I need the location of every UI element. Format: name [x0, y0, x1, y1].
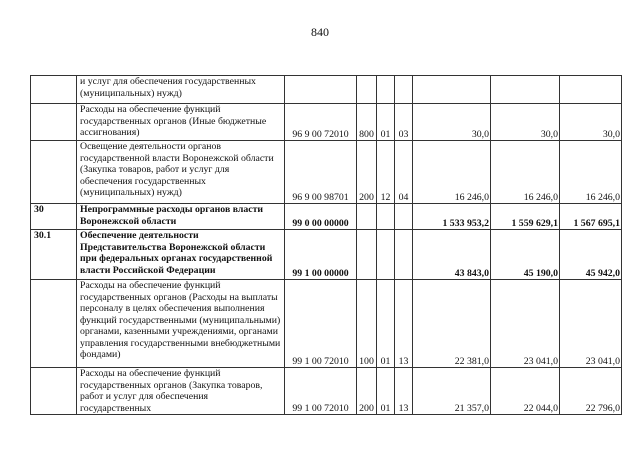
amount-year2-cell — [491, 76, 560, 104]
table-row — [31, 76, 622, 104]
expense-type-cell — [357, 204, 377, 230]
row-number-cell: 30.1 — [31, 230, 77, 280]
table-row — [31, 141, 622, 204]
target-code-cell: 96 9 00 98701 — [285, 141, 357, 204]
row-number-cell — [31, 104, 77, 141]
amount-year3-cell: 16 246,0 — [560, 141, 622, 204]
table-row — [31, 230, 622, 280]
amount-year2-cell: 45 190,0 — [491, 230, 560, 280]
subsection-cell — [395, 230, 413, 280]
amount-year3-cell: 30,0 — [560, 104, 622, 141]
expense-type-cell: 800 — [357, 104, 377, 141]
table-row — [31, 280, 622, 368]
amount-year1-cell: 22 381,0 — [413, 280, 491, 368]
description-cell: Обеспечение деятельности Представительства Воронежской области при федеральных органах государственной власти Российской Федерации — [77, 230, 285, 280]
section-cell — [377, 204, 395, 230]
section-cell — [377, 230, 395, 280]
table-row — [31, 368, 622, 415]
description-cell: Расходы на обеспечение функций государственных органов (Иные бюджетные ассигнования) — [77, 104, 285, 141]
page-number: 840 — [311, 25, 329, 39]
description-cell: Освещение деятельности органов государственной власти Воронежской области (Закупка товаров, работ и услуг для обеспечения государственных (муниципальных) нужд) — [77, 141, 285, 204]
row-number-cell — [31, 141, 77, 204]
row-number-cell: 30 — [31, 204, 77, 230]
subsection-cell: 04 — [395, 141, 413, 204]
row-number-cell — [31, 76, 77, 104]
subsection-cell — [395, 76, 413, 104]
description-cell: Расходы на обеспечение функций государственных органов (Закупка товаров, работ и услуг для обеспечения государственных — [77, 368, 285, 415]
amount-year3-cell: 45 942,0 — [560, 230, 622, 280]
table-row — [31, 204, 622, 230]
expense-type-cell: 100 — [357, 280, 377, 368]
amount-year2-cell: 23 041,0 — [491, 280, 560, 368]
amount-year2-cell: 22 044,0 — [491, 368, 560, 415]
amount-year3-cell: 1 567 695,1 — [560, 204, 622, 230]
section-cell: 12 — [377, 141, 395, 204]
amount-year2-cell: 1 559 629,1 — [491, 204, 560, 230]
expense-type-cell: 200 — [357, 141, 377, 204]
amount-year1-cell: 16 246,0 — [413, 141, 491, 204]
subsection-cell: 13 — [395, 368, 413, 415]
amount-year3-cell: 22 796,0 — [560, 368, 622, 415]
target-code-cell: 96 9 00 72010 — [285, 104, 357, 141]
expense-type-cell — [357, 76, 377, 104]
subsection-cell — [395, 204, 413, 230]
row-number-cell — [31, 280, 77, 368]
description-cell: Расходы на обеспечение функций государственных органов (Расходы на выплаты персоналу в целях обеспечения выполнения функций государственными (муниципальными) органами, казенными учреждениями, органами управления государственными внебюджетными фондами) — [77, 280, 285, 368]
section-cell: 01 — [377, 104, 395, 141]
subsection-cell: 03 — [395, 104, 413, 141]
expense-type-cell — [357, 230, 377, 280]
section-cell: 01 — [377, 280, 395, 368]
amount-year2-cell: 30,0 — [491, 104, 560, 141]
subsection-cell: 13 — [395, 280, 413, 368]
amount-year3-cell — [560, 76, 622, 104]
section-cell — [377, 76, 395, 104]
description-cell: Непрограммные расходы органов власти Воронежской области — [77, 204, 285, 230]
table-row — [31, 104, 622, 141]
amount-year2-cell: 16 246,0 — [491, 141, 560, 204]
target-code-cell — [285, 76, 357, 104]
expense-type-cell: 200 — [357, 368, 377, 415]
target-code-cell: 99 0 00 00000 — [285, 204, 357, 230]
amount-year1-cell: 1 533 953,2 — [413, 204, 491, 230]
amount-year3-cell: 23 041,0 — [560, 280, 622, 368]
budget-table — [30, 75, 622, 415]
amount-year1-cell: 43 843,0 — [413, 230, 491, 280]
amount-year1-cell — [413, 76, 491, 104]
amount-year1-cell: 21 357,0 — [413, 368, 491, 415]
row-number-cell — [31, 368, 77, 415]
target-code-cell: 99 1 00 72010 — [285, 368, 357, 415]
description-cell: и услуг для обеспечения государственных (муниципальных) нужд) — [77, 76, 285, 104]
amount-year1-cell: 30,0 — [413, 104, 491, 141]
table-body — [31, 76, 622, 415]
target-code-cell: 99 1 00 72010 — [285, 280, 357, 368]
target-code-cell: 99 1 00 00000 — [285, 230, 357, 280]
section-cell: 01 — [377, 368, 395, 415]
